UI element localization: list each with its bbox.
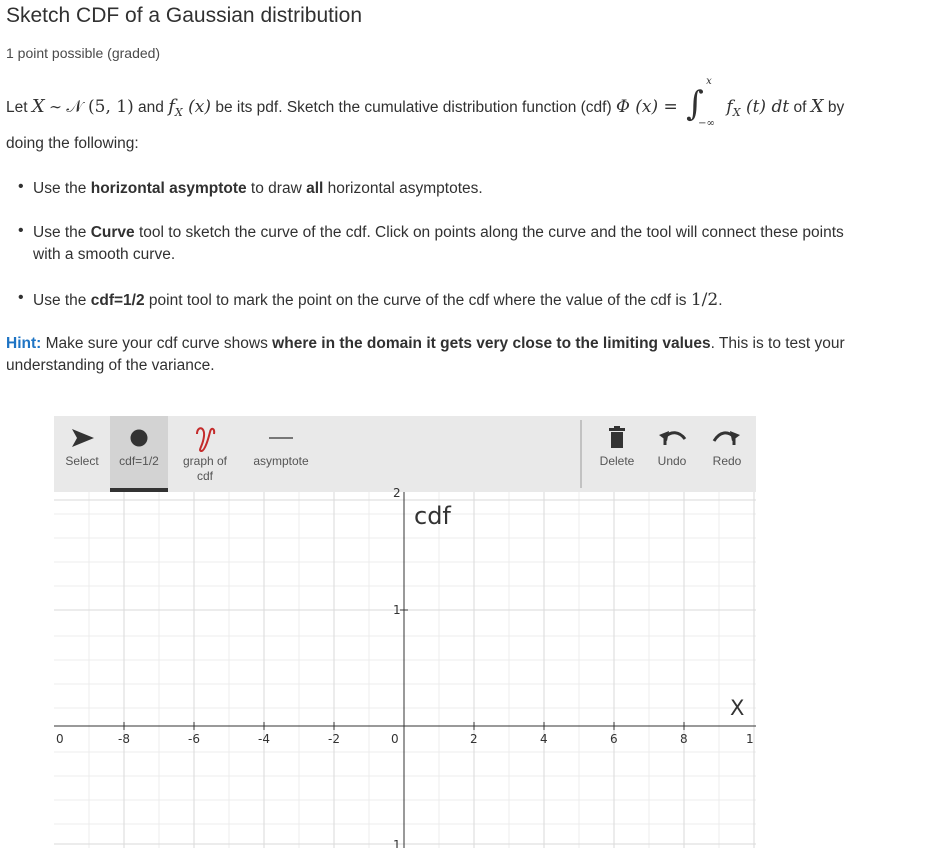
tool-asymptote-label: asymptote — [253, 454, 309, 468]
pdf-sub: X — [174, 106, 183, 120]
intro-and: and — [138, 99, 164, 116]
bullet-bold: all — [306, 180, 324, 197]
curve-icon — [192, 424, 218, 452]
x-tick: -4 — [258, 732, 270, 746]
tool-cdf-half[interactable] — [110, 416, 168, 492]
x-tick: -8 — [118, 732, 130, 746]
bullet-text: with a smooth curve. — [33, 246, 176, 263]
pdf-arg: (x) — [182, 97, 212, 117]
tool-select-label: Select — [65, 454, 99, 468]
var-x-2: X — [810, 96, 824, 117]
x-tick: 6 — [610, 732, 618, 746]
toolbar-separator — [580, 420, 582, 488]
bullet-text: Use the — [33, 224, 91, 241]
x-tick-left-edge: 0 — [56, 732, 64, 746]
bullet-text: Use the — [33, 180, 91, 197]
tool-graph-of-cdf-label: graph of cdf — [182, 454, 228, 483]
bullet-text: to draw — [246, 180, 307, 197]
hint-bold: where in the domain it gets very close to the limiting values — [272, 335, 711, 352]
math-half: 1/2 — [690, 290, 719, 310]
hint-text: . This is to test your understanding of the variance. — [6, 335, 845, 374]
x-tick: 8 — [680, 732, 688, 746]
var-x: X — [31, 96, 45, 117]
bullet-dot: • — [18, 178, 24, 195]
bullet-text: point tool to mark the point on the curve of the cdf where the value of the cdf is — [144, 292, 691, 309]
integrand-arg: (t) dt — [740, 97, 790, 117]
integrand-sub: X — [732, 106, 741, 120]
graph-canvas[interactable] — [54, 486, 756, 848]
bullet-text: . — [718, 292, 723, 309]
bullet-text: horizontal asymptotes. — [323, 180, 483, 197]
action-redo[interactable] — [706, 416, 748, 492]
action-undo[interactable] — [650, 416, 694, 492]
intro-be-its-pdf: be its pdf. Sketch the cumulative distribution function (cdf) — [215, 99, 612, 116]
intro-let: Let — [6, 99, 28, 116]
bullet-text: tool to sketch the curve of the cdf. Click on points along the curve and the tool will connect these points — [134, 224, 844, 241]
graph-widget — [54, 416, 756, 848]
intro-paragraph — [6, 75, 845, 129]
integral-lower: −∞ — [698, 117, 715, 129]
asymptote-line-icon — [267, 428, 295, 448]
bullet-dot: • — [18, 222, 24, 239]
action-redo-label: Redo — [712, 454, 742, 468]
tilde-symbol: ∼ — [49, 98, 63, 116]
x-axis-title: X — [730, 696, 745, 720]
bullet-bold: horizontal asymptote — [90, 180, 247, 197]
point-dot-icon — [129, 428, 149, 448]
trash-icon — [607, 426, 627, 450]
tool-cdf-half-label: cdf=1/2 — [119, 454, 159, 468]
tool-select[interactable] — [60, 416, 104, 492]
x-tick: -6 — [188, 732, 200, 746]
y-axis-title: cdf — [414, 502, 451, 530]
graph-grid — [54, 492, 756, 848]
intro-by: by — [827, 99, 845, 116]
hint-paragraph — [6, 333, 936, 377]
tool-asymptote[interactable] — [246, 416, 316, 492]
integrand-f: f — [726, 97, 733, 117]
y-tick-bottom: 1 — [393, 838, 401, 848]
graph-toolbar — [54, 416, 756, 492]
integral-glyph: ∫ — [686, 83, 704, 124]
x-tick: 4 — [540, 732, 548, 746]
integral-sign — [682, 75, 722, 129]
action-delete[interactable] — [594, 416, 640, 492]
bullet-dot: • — [18, 289, 24, 306]
x-tick-origin: 0 — [391, 732, 399, 746]
redo-icon — [712, 427, 742, 449]
hint-label: Hint: — [6, 335, 42, 352]
integral-upper: x — [706, 75, 712, 87]
action-undo-label: Undo — [657, 454, 687, 468]
phi-expression: Φ (x) = — [615, 97, 678, 117]
problem-title: Sketch CDF of a Gaussian distribution — [6, 4, 362, 27]
pdf-f: f — [168, 96, 175, 117]
x-tick: 2 — [470, 732, 478, 746]
y-tick-one: 1 — [393, 603, 401, 617]
bullet-text: Use the — [33, 292, 91, 309]
points-info: 1 point possible (graded) — [6, 45, 161, 61]
normal-dist: 𝒩 (5, 1) — [66, 97, 134, 117]
hint-text: Make sure your cdf curve shows — [41, 335, 273, 352]
action-delete-label: Delete — [599, 454, 635, 468]
select-arrow-icon — [68, 427, 96, 449]
x-tick-right-edge: 1 — [746, 732, 754, 746]
x-tick: -2 — [328, 732, 340, 746]
tool-graph-of-cdf[interactable] — [176, 416, 234, 492]
intro-of: of — [793, 99, 807, 116]
y-tick-top: 2 — [393, 486, 401, 500]
intro-line-2: doing the following: — [6, 135, 139, 152]
bullet-bold: cdf=1/2 — [90, 292, 145, 309]
undo-icon — [657, 427, 687, 449]
bullet-bold: Curve — [90, 224, 135, 241]
